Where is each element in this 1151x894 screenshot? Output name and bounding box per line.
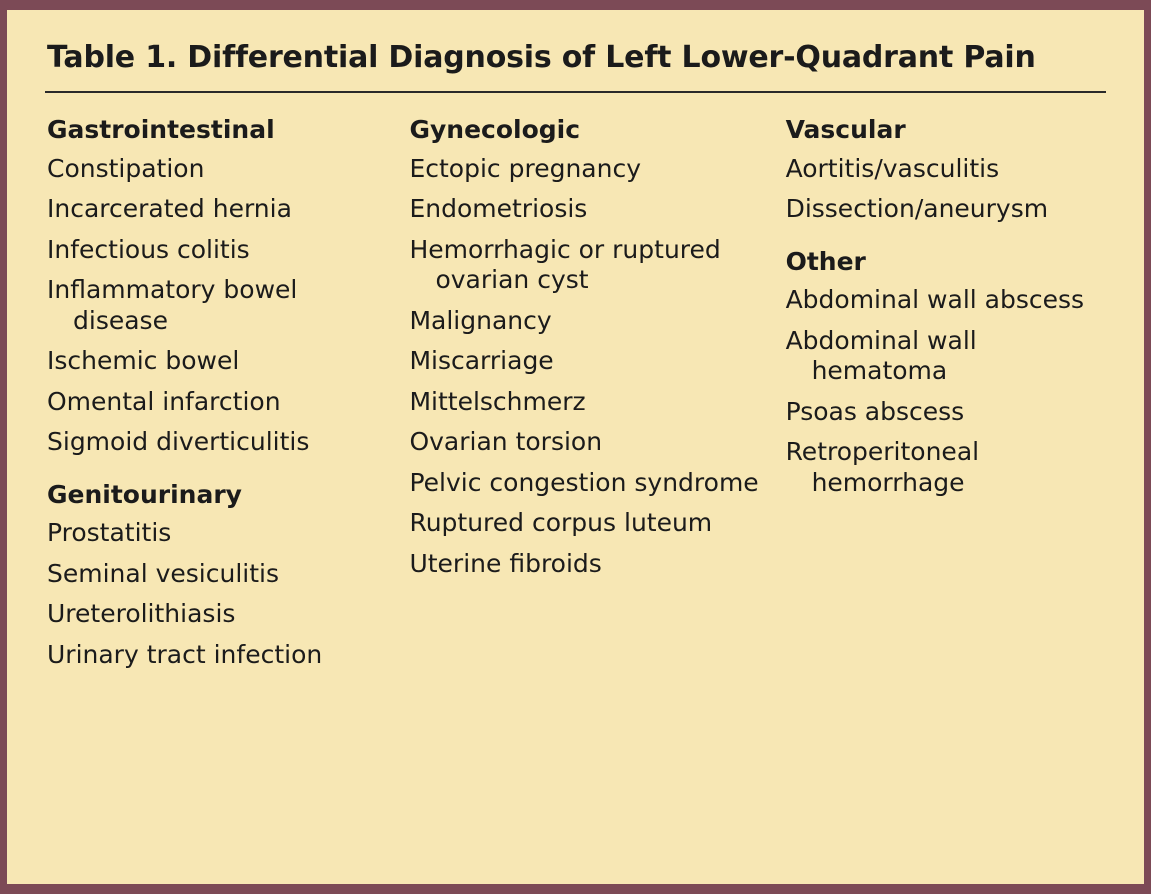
table-columns [43, 115, 1108, 670]
list-item: Dissection/aneurysm [785, 194, 1049, 223]
group-gastrointestinal [47, 115, 395, 458]
list-item: Ureterolithiasis [47, 599, 236, 628]
list-item: Endometriosis [409, 194, 588, 223]
list-item: Aortitis/vasculitis [785, 153, 1000, 183]
list-item: Ischemic bowel [47, 346, 240, 375]
list-item: Abdominal wall abscess [785, 285, 1085, 314]
list-item: Constipation [47, 153, 205, 183]
list-item: Incarcerated hernia [47, 194, 292, 223]
list-item: Ruptured corpus luteum [409, 508, 713, 537]
list-item: Infectious colitis [47, 234, 250, 264]
list-item: Abdominal wall hematoma [785, 325, 977, 385]
list-item: Seminal vesiculitis [47, 558, 280, 588]
list-item: Pelvic congestion syndrome [409, 467, 759, 497]
list-item: Psoas abscess [785, 396, 965, 426]
table-column-3 [786, 115, 1108, 498]
list-item: Uterine fibroids [409, 548, 602, 578]
list-item: Urinary tract infection [47, 639, 323, 669]
list-item: Hemorrhagic or ruptured ovarian cyst [409, 234, 721, 294]
list-item: Omental infarction [47, 386, 281, 416]
list-item: Malignancy [409, 305, 552, 335]
list-item: Retroperitoneal hemorrhage [785, 437, 980, 497]
table-column-1 [43, 115, 409, 670]
list-item: Mittelschmerz [409, 386, 586, 416]
group-genitourinary [47, 480, 395, 671]
group-heading: Gynecologic [409, 115, 581, 144]
table-title: Table 1. Differential Diagnosis of Left Lower-Quadrant Pain [47, 40, 1036, 75]
list-item: Sigmoid diverticulitis [47, 427, 310, 456]
group-other [786, 247, 1094, 499]
group-vascular [786, 115, 1094, 225]
group-heading: Genitourinary [47, 479, 242, 509]
group-heading: Gastrointestinal [47, 115, 275, 144]
title-divider [45, 91, 1106, 93]
list-item: Miscarriage [409, 346, 554, 375]
list-item: Ovarian torsion [409, 427, 603, 456]
group-heading: Vascular [785, 115, 906, 144]
list-item: Prostatitis [47, 518, 172, 547]
list-item: Ectopic pregnancy [409, 153, 641, 183]
list-item: Inflammatory bowel disease [47, 275, 298, 335]
group-heading: Other [785, 246, 866, 276]
group-gynecologic [409, 115, 771, 579]
table-column-2 [409, 115, 785, 579]
